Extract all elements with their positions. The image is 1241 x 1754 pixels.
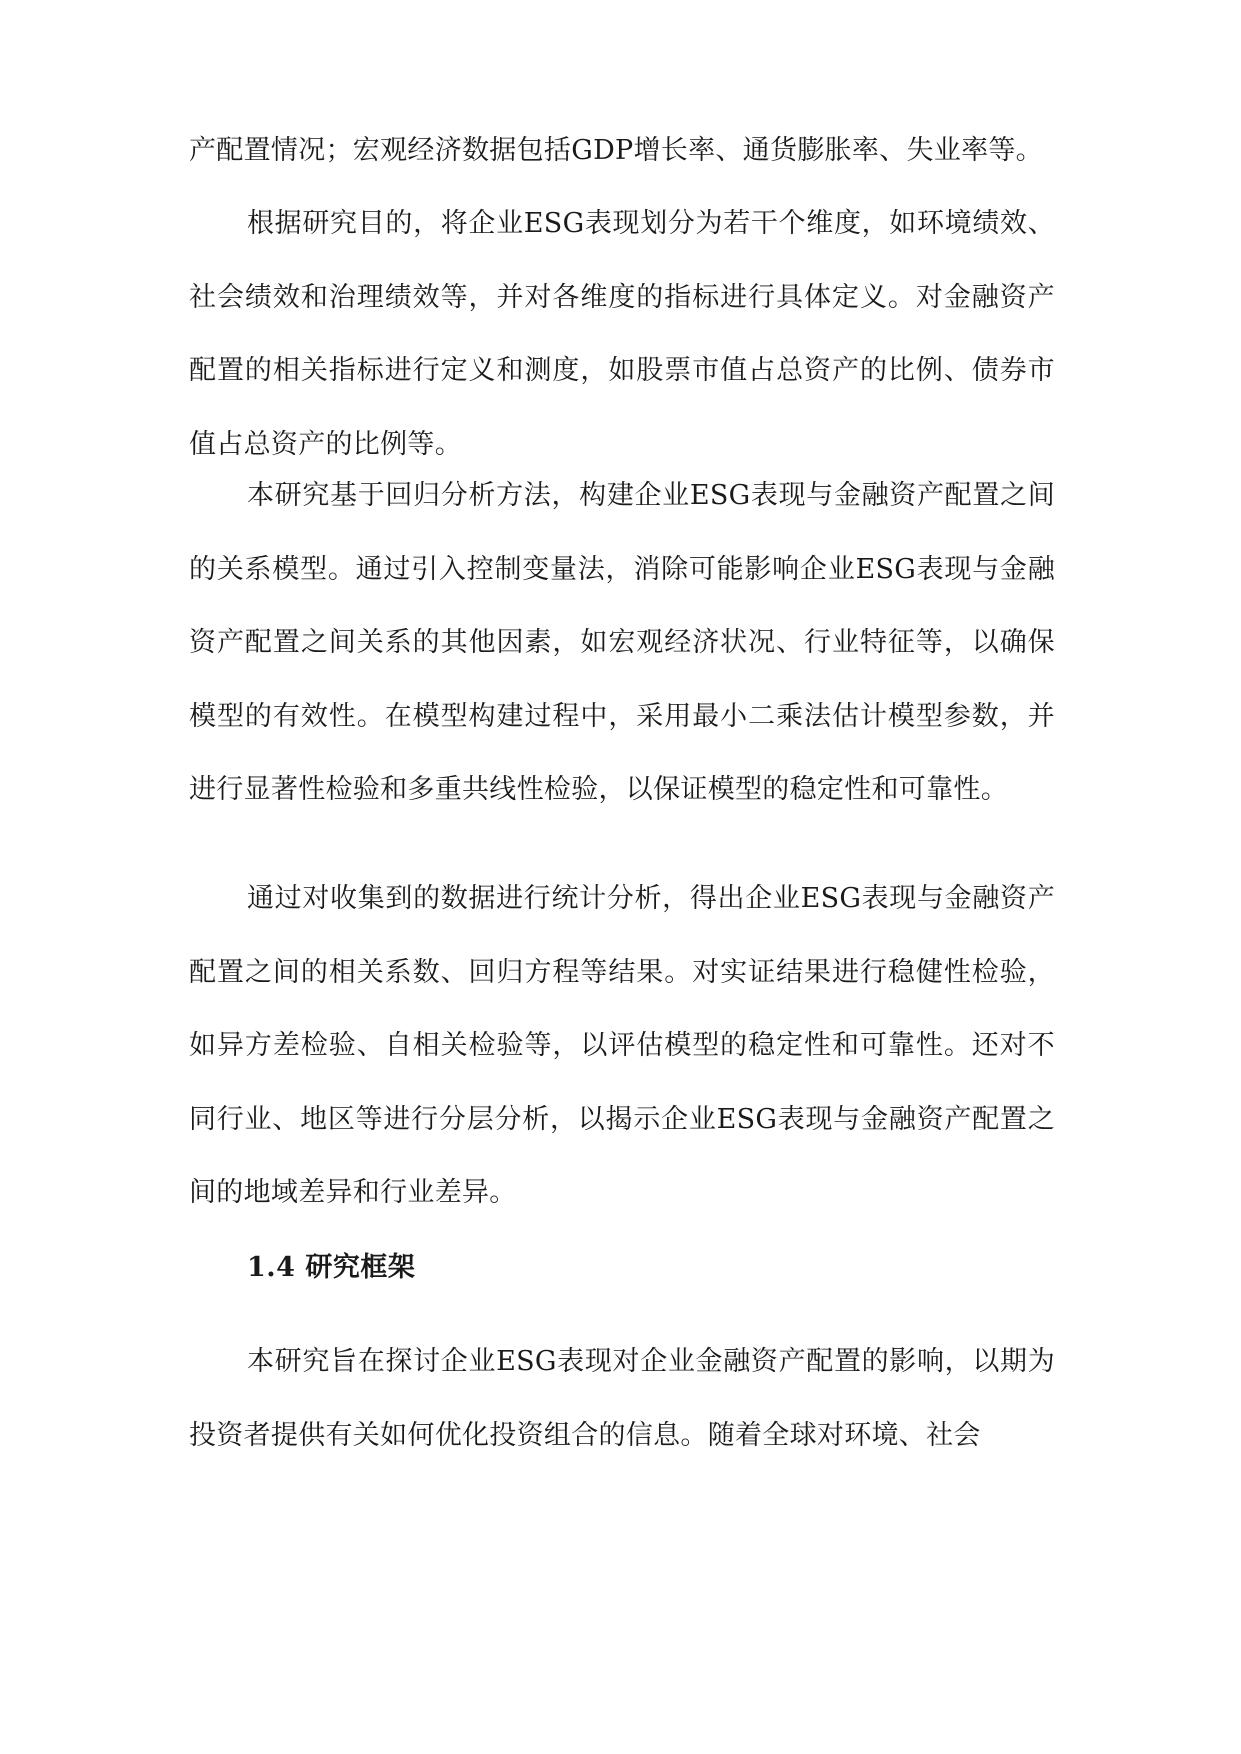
paragraph-statistical-analysis: 通过对收集到的数据进行统计分析，得出企业ESG表现与金融资产配置之间的相关系数、回归方程等结果。对实证结果进行稳健性检验，如异方差检验、自相关检验等，以评估模型的稳定性和可靠性。还对不同行业、地区等进行分层分析，以揭示企业ESG表现与金融资产配置之间的地域差异和行业差异。	[189, 883, 1055, 1209]
section-heading: 1.4 研究框架	[247, 1252, 416, 1283]
paragraph-esg-dimensions: 根据研究目的，将企业ESG表现划分为若干个维度，如环境绩效、社会绩效和治理绩效等，并对各维度的指标进行具体定义。对金融资产配置的相关指标进行定义和测度，如股票市值占总资产的比例、债券市值占总资产的比例等。	[189, 208, 1055, 460]
paragraph-research-framework: 本研究旨在探讨企业ESG表现对企业金融资产配置的影响，以期为投资者提供有关如何优化投资组合的信息。随着全球对环境、社会	[189, 1346, 1055, 1451]
paragraph-regression-model: 本研究基于回归分析方法，构建企业ESG表现与金融资产配置之间的关系模型。通过引入控制变量法，消除可能影响企业ESG表现与金融资产配置之间关系的其他因素，如宏观经济状况、行业特征等，以确保模型的有效性。在模型构建过程中，采用最小二乘法估计模型参数，并进行显著性检验和多重共线性检验，以保证模型的稳定性和可靠性。	[189, 480, 1055, 806]
paragraph-continuation: 产配置情况；宏观经济数据包括GDP增长率、通货膨胀率、失业率等。	[189, 135, 1043, 166]
